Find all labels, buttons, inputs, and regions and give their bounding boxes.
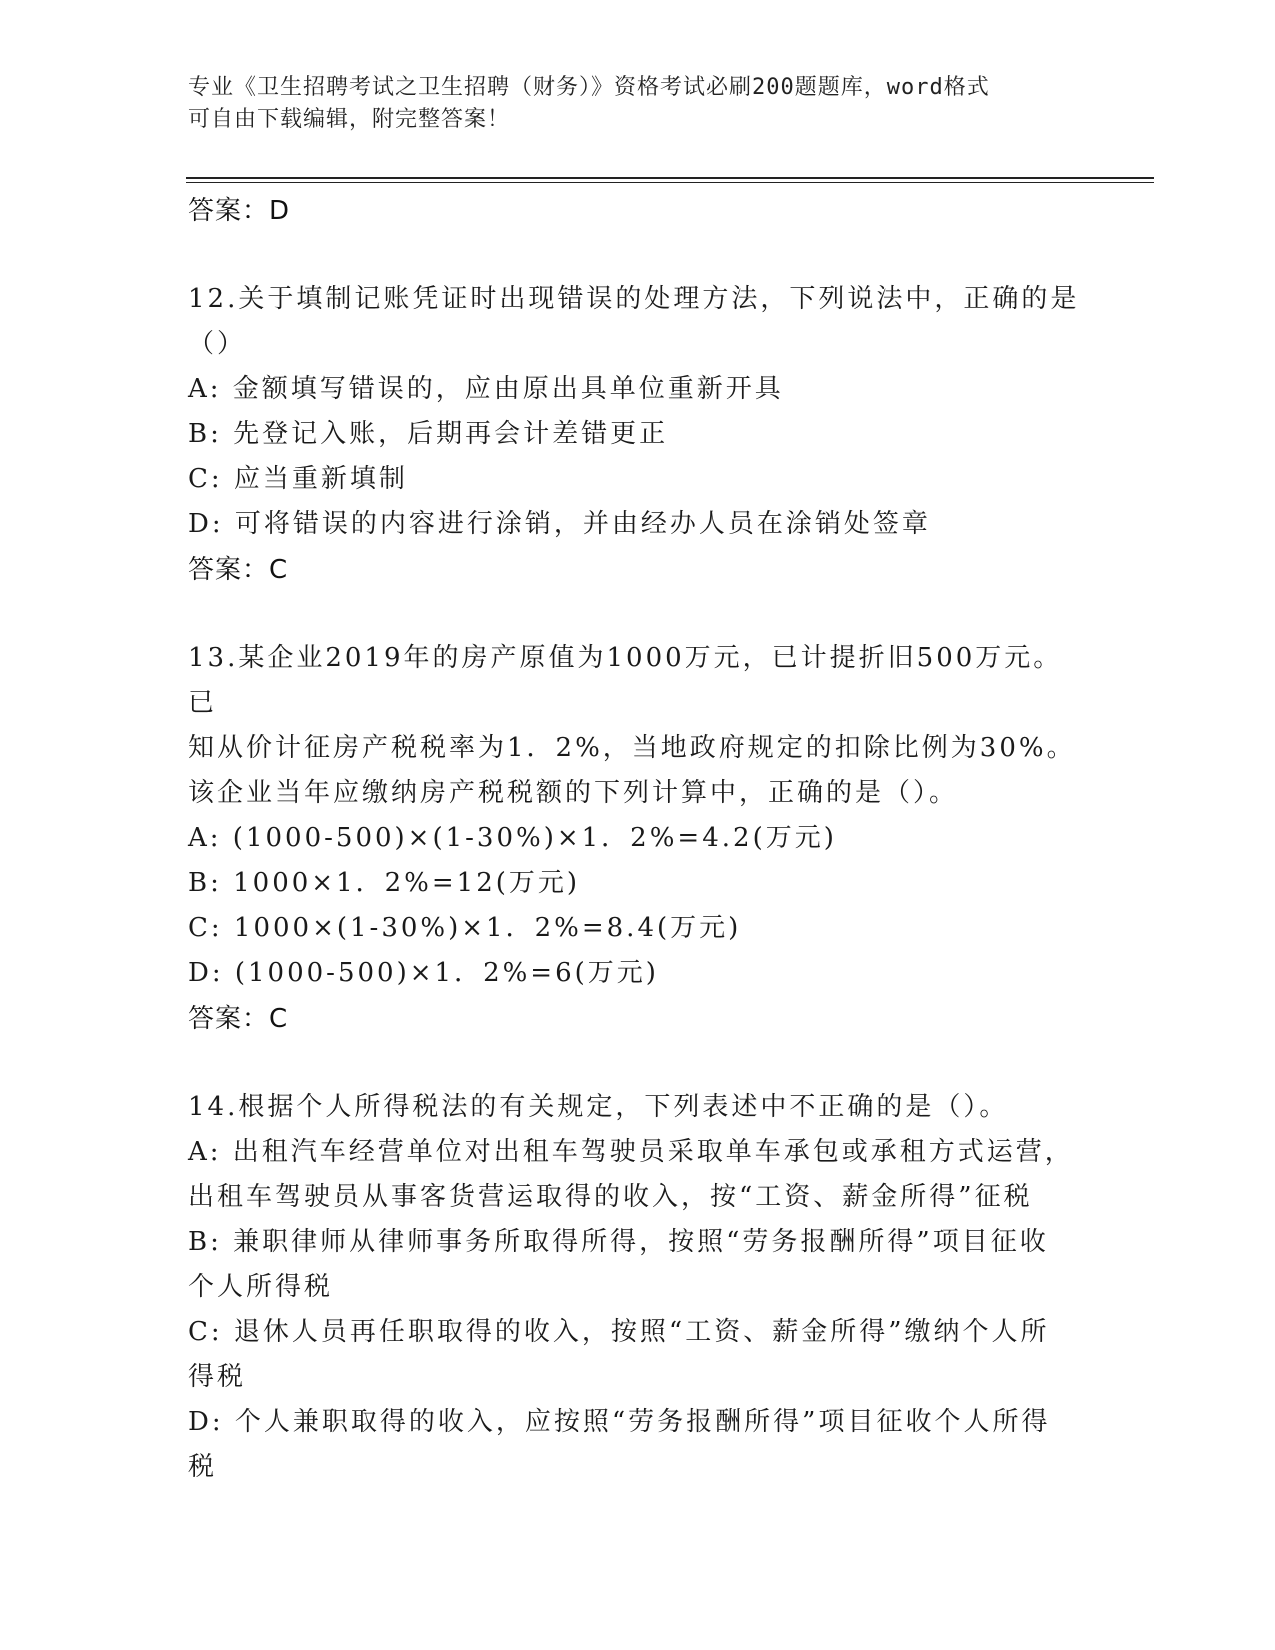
option-line: B: 先登记入账，后期再会计差错更正 [188, 419, 669, 449]
option-b [188, 412, 1088, 457]
question-13 [188, 636, 1088, 1042]
option-d [188, 1400, 1088, 1490]
stem-line: 12.关于填制记账凭证时出现错误的处理方法，下列说法中，正确的是 [188, 284, 1080, 314]
option-line: D: (1000-500)×1．2%=6(万元) [188, 958, 659, 988]
option-b [188, 1220, 1088, 1310]
question-12 [188, 277, 1088, 593]
question-answer: 答案：C [188, 1004, 289, 1034]
option-a [188, 367, 1088, 412]
question-stem [188, 636, 1088, 816]
stem-line: 13.某企业2019年的房产原值为1000万元，已计提折旧500万元。已 [188, 643, 1063, 718]
option-a [188, 1130, 1088, 1220]
option-line: C: 应当重新填制 [188, 464, 408, 494]
header-line-2: 可自由下载编辑，附完整答案！ [188, 107, 511, 132]
option-line: B: 1000×1．2%=12(万元) [188, 868, 581, 898]
document-header [188, 72, 1068, 136]
previous-answer: 答案：D [188, 196, 291, 226]
option-c [188, 457, 1088, 502]
option-line: 得税 [188, 1362, 247, 1392]
header-line-1: 专业《卫生招聘考试之卫生招聘（财务）》资格考试必刷200题题库，word格式 [188, 75, 990, 100]
option-line: A: 出租汽车经营单位对出租车驾驶员采取单车承包或承租方式运营， [188, 1137, 1074, 1167]
question-stem [188, 277, 1088, 367]
header-rule-thin [186, 182, 1154, 183]
option-d [188, 951, 1088, 996]
question-14 [188, 1085, 1088, 1490]
option-line: C: 退休人员再任职取得的收入，按照“工资、薪金所得”缴纳个人所 [188, 1317, 1050, 1347]
option-line: 税 [188, 1452, 218, 1482]
option-line: A: (1000-500)×(1-30%)×1．2%=4.2(万元) [188, 823, 837, 853]
option-line: 个人所得税 [188, 1272, 334, 1302]
option-d [188, 502, 1088, 547]
option-b [188, 861, 1088, 906]
stem-line: 知从价计征房产税税率为1．2%，当地政府规定的扣除比例为30%。 [188, 733, 1076, 763]
header-rule-thick [186, 177, 1154, 179]
option-a [188, 816, 1088, 861]
option-line: B: 兼职律师从律师事务所取得所得，按照“劳务报酬所得”项目征收 [188, 1227, 1049, 1257]
option-line: D: 个人兼职取得的收入，应按照“劳务报酬所得”项目征收个人所得 [188, 1407, 1051, 1437]
question-stem [188, 1085, 1088, 1130]
stem-line: 14.根据个人所得税法的有关规定，下列表述中不正确的是（）。 [188, 1092, 1009, 1122]
questions-content [188, 188, 1088, 1490]
option-line: 出租车驾驶员从事客货营运取得的收入，按“工资、薪金所得”征税 [188, 1182, 1033, 1212]
option-c [188, 1310, 1088, 1400]
option-line: A: 金额填写错误的，应由原出具单位重新开具 [188, 374, 784, 404]
stem-line: （） [188, 329, 247, 359]
stem-line: 该企业当年应缴纳房产税税额的下列计算中，正确的是（）。 [188, 778, 959, 808]
option-line: D: 可将错误的内容进行涂销，并由经办人员在涂销处签章 [188, 509, 931, 539]
option-line: C: 1000×(1-30%)×1．2%=8.4(万元) [188, 913, 742, 943]
question-answer: 答案：C [188, 555, 289, 585]
option-c [188, 906, 1088, 951]
